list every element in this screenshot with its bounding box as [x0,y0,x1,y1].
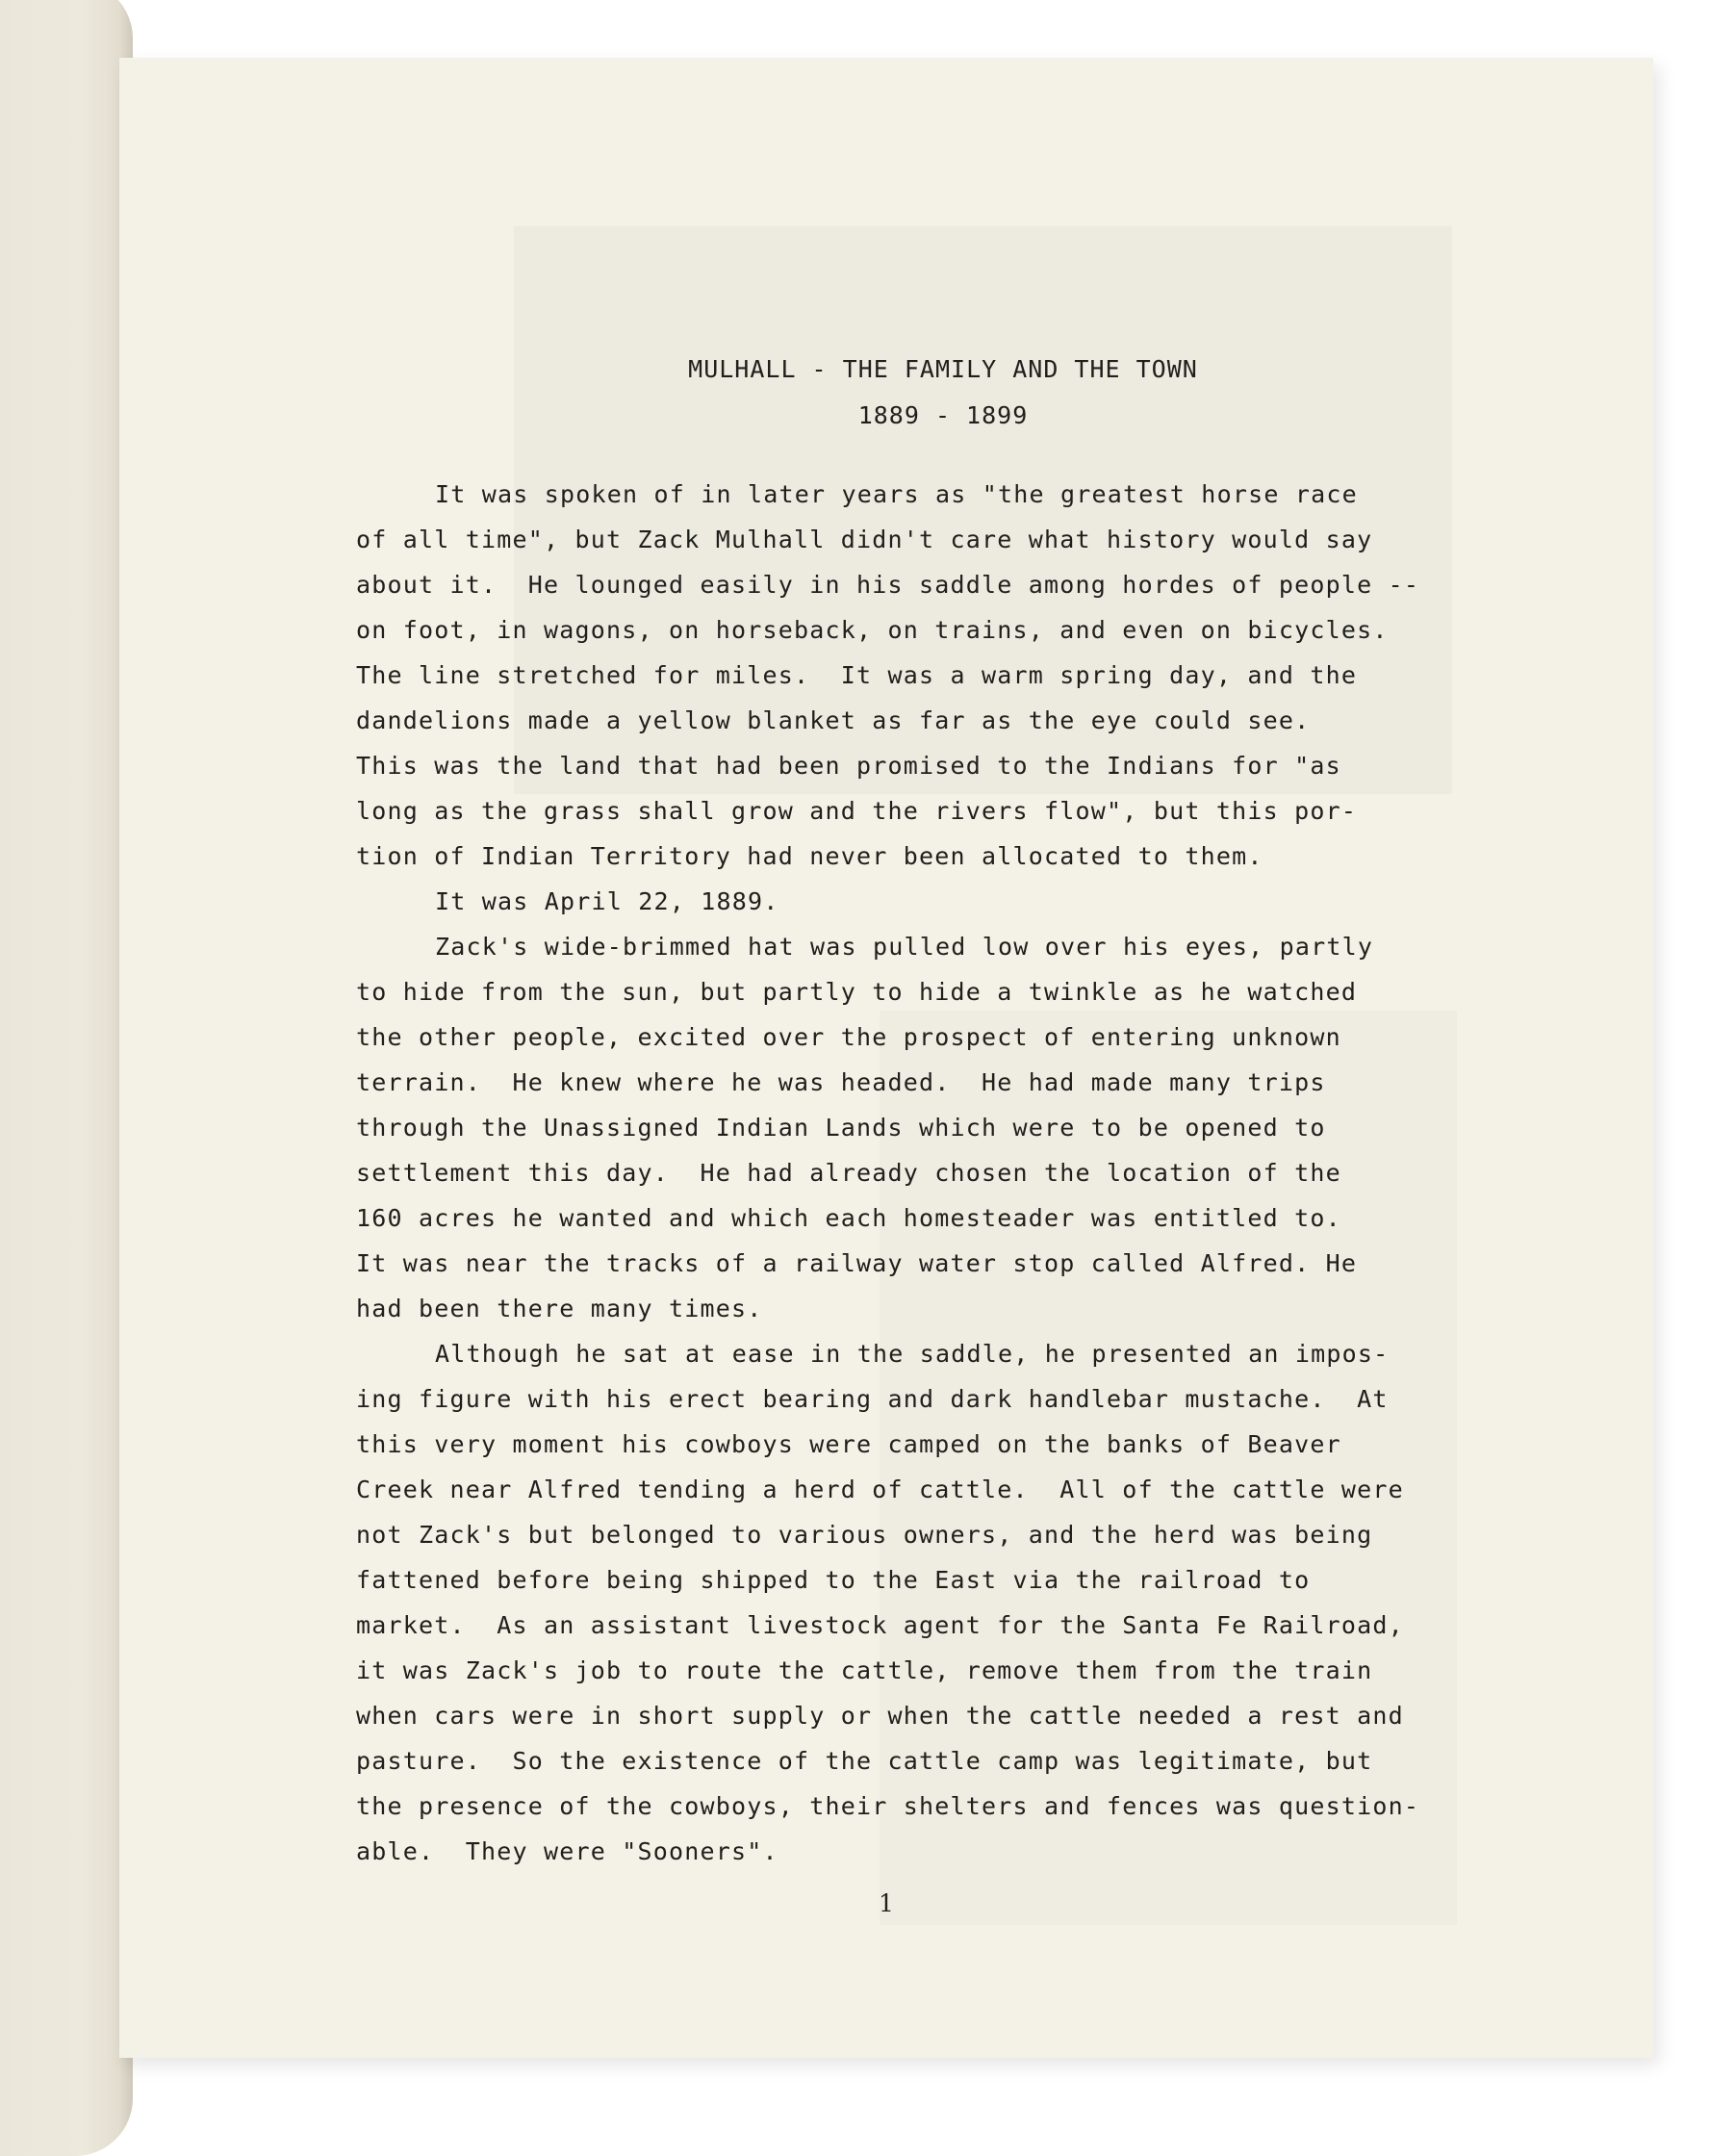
text-line: This was the land that had been promised to the Indians for "as [356,752,1341,780]
text-line: through the Unassigned Indian Lands which were to be opened to [356,1114,1326,1142]
page-content [356,346,1530,1874]
body-text [356,472,1530,1874]
text-line: It was near the tracks of a railway water stop called Alfred. He [356,1249,1358,1277]
page-number: 1 [879,1889,894,1917]
text-line: tion of Indian Territory had never been allocated to them. [356,842,1263,870]
title-line-1: MULHALL - THE FAMILY AND THE TOWN [688,355,1198,383]
text-line: market. As an assistant livestock agent for the Santa Fe Railroad, [356,1611,1404,1639]
text-line: the other people, excited over the prospect of entering unknown [356,1023,1341,1051]
text-line: not Zack's but belonged to various owners, and the herd was being [356,1521,1373,1549]
title-line-2: 1889 - 1899 [857,401,1029,429]
text-line: The line stretched for miles. It was a warm spring day, and the [356,661,1358,689]
text-line: to hide from the sun, but partly to hide a twinkle as he watched [356,978,1358,1006]
text-line: It was April 22, 1889. [435,887,779,915]
book-page [119,58,1653,2058]
text-line: about it. He lounged easily in his saddle among hordes of people -- [356,571,1420,599]
text-line: Zack's wide-brimmed hat was pulled low over his eyes, partly [435,933,1374,961]
text-line: Creek near Alfred tending a herd of cattle. All of the cattle were [356,1476,1404,1503]
text-line: the presence of the cowboys, their shelters and fences was question- [356,1792,1420,1820]
text-line: ing figure with his erect bearing and dark handlebar mustache. At [356,1385,1389,1413]
text-line: of all time", but Zack Mulhall didn't care what history would say [356,526,1373,553]
text-line: when cars were in short supply or when the cattle needed a rest and [356,1702,1404,1730]
chapter-title [356,346,1530,439]
text-line: on foot, in wagons, on horseback, on trains, and even on bicycles. [356,616,1389,644]
text-line: terrain. He knew where he was headed. He had made many trips [356,1068,1326,1096]
text-line: this very moment his cowboys were camped on the banks of Beaver [356,1430,1341,1458]
text-line: settlement this day. He had already chosen the location of the [356,1159,1341,1187]
text-line: able. They were "Sooners". [356,1837,778,1865]
text-line: pasture. So the existence of the cattle camp was legitimate, but [356,1747,1373,1775]
text-line: It was spoken of in later years as "the greatest horse race [435,480,1358,508]
text-line: it was Zack's job to route the cattle, remove them from the train [356,1656,1373,1684]
text-line: long as the grass shall grow and the rivers flow", but this por- [356,797,1358,825]
text-line: 160 acres he wanted and which each homesteader was entitled to. [356,1204,1341,1232]
text-line: had been there many times. [356,1295,763,1322]
text-line: dandelions made a yellow blanket as far as the eye could see. [356,706,1311,734]
text-line: Although he sat at ease in the saddle, he presented an impos- [435,1340,1390,1368]
facing-page-edge [0,0,133,2156]
text-line: fattened before being shipped to the East via the railroad to [356,1566,1311,1594]
